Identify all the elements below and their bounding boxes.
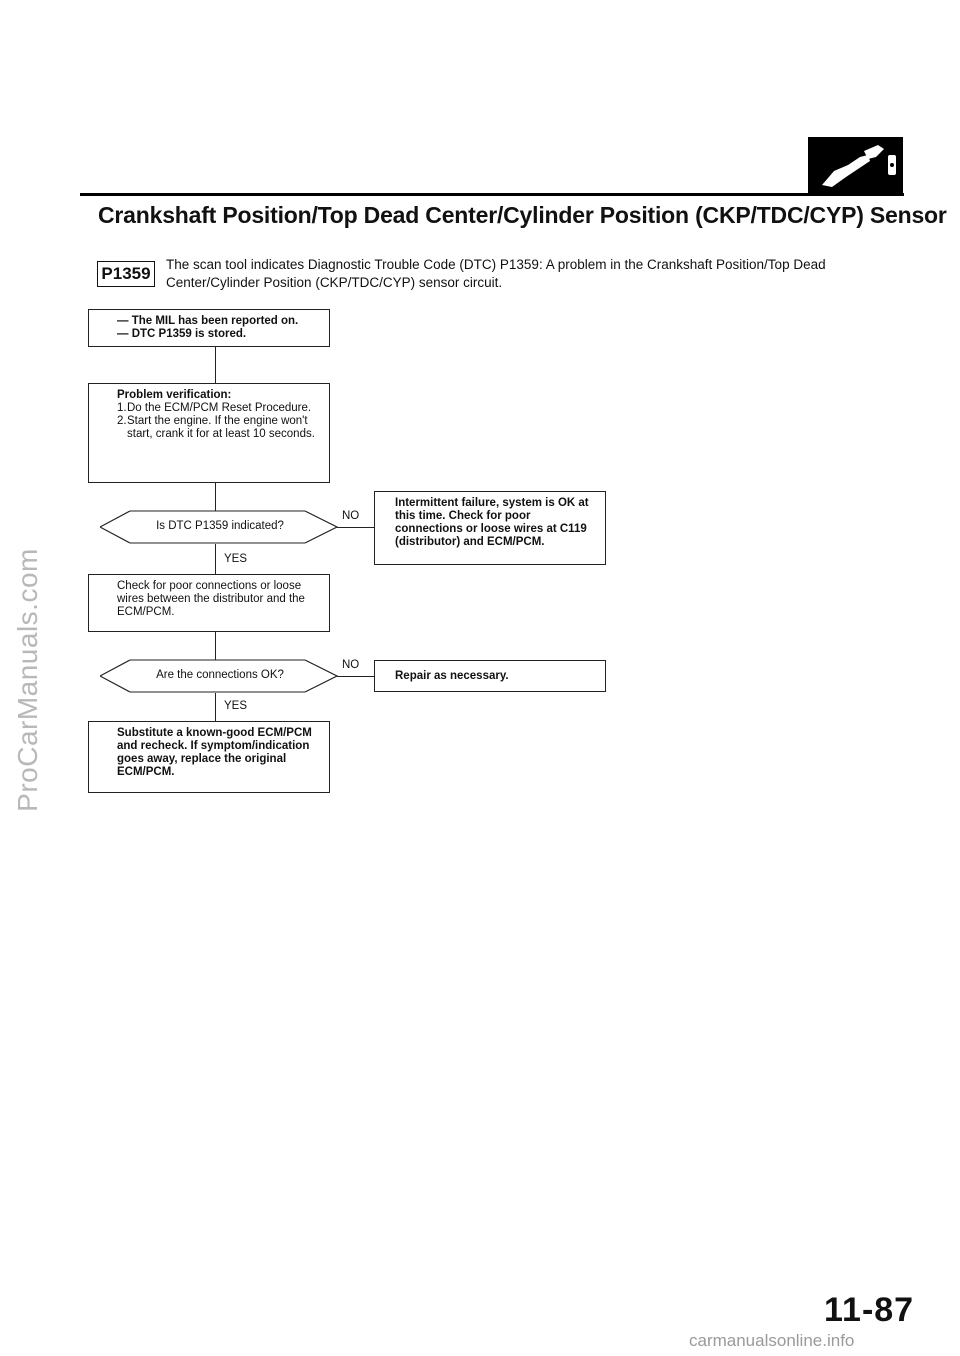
- start-list: [117, 315, 321, 341]
- check-connections-text: Check for poor connections or loose wires between the distributor and the ECM/PCM.: [117, 580, 305, 618]
- watermark: [8, 500, 48, 860]
- page-number: 11-87: [824, 1291, 915, 1329]
- connector-line: [215, 632, 216, 660]
- engine-logo-icon: [808, 137, 903, 195]
- footer-site: carmanualsonline.info: [689, 1331, 855, 1350]
- connector-line: [215, 693, 216, 721]
- start-item: — The MIL has been reported on.: [117, 315, 299, 327]
- start-box: [88, 309, 330, 347]
- page-title: Crankshaft Position/Top Dead Center/Cylinder Position (CKP/TDC/CYP) Sensor: [98, 202, 947, 228]
- verification-steps: [117, 402, 321, 441]
- start-item: — DTC P1359 is stored.: [117, 328, 247, 340]
- yes-label: YES: [224, 700, 248, 712]
- check-connections-box: [88, 574, 330, 632]
- verification-step: 2. Start the engine. If the engine won't start, crank it for at least 10 seconds.: [117, 415, 315, 440]
- dtc-code-badge: P1359: [97, 261, 155, 287]
- verification-heading: Problem verification:: [117, 389, 232, 401]
- substitute-ecm-text: Substitute a known-good ECM/PCM and recheck. If symptom/indication goes away, replace the original ECM/PCM.: [117, 727, 312, 778]
- connector-line: [215, 483, 216, 511]
- dtc-description: The scan tool indicates Diagnostic Trouble Code (DTC) P1359: A problem in the Crankshaft Position/Top Dead Center/Cylinder Position (CKP/TDC/CYP) sensor circuit.: [166, 257, 826, 290]
- question-1-label: Is DTC P1359 indicated?: [156, 520, 284, 532]
- no-branch-line: [337, 527, 374, 528]
- intermittent-failure-text: Intermittent failure, system is OK at this time. Check for poor connections or loose wires at C119 (distributor) and ECM/PCM.: [395, 497, 589, 548]
- verification-step: 1. Do the ECM/PCM Reset Procedure.: [117, 402, 312, 414]
- repair-box: [374, 660, 606, 692]
- substitute-ecm-box: [88, 721, 330, 793]
- repair-text: Repair as necessary.: [395, 670, 509, 682]
- intermittent-failure-box: [374, 491, 606, 565]
- connector-line: [215, 347, 216, 383]
- no-label: NO: [342, 659, 360, 671]
- connector-line: [215, 544, 216, 574]
- question-2-label: Are the connections OK?: [156, 669, 284, 681]
- watermark-text: ProCarManuals.com: [12, 548, 43, 812]
- no-branch-line: [337, 676, 374, 677]
- title-rule: [80, 193, 904, 196]
- yes-label: YES: [224, 553, 248, 565]
- verification-box: [88, 383, 330, 483]
- no-label: NO: [342, 510, 360, 522]
